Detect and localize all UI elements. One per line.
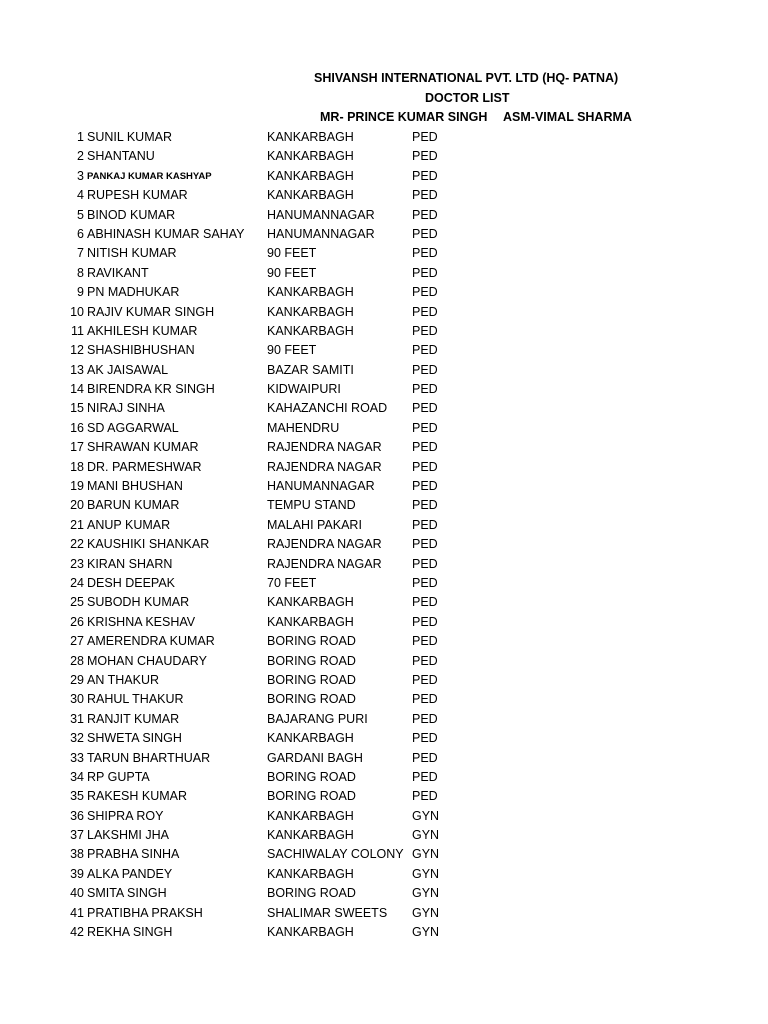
doctor-specialty: PED — [412, 401, 438, 416]
row-number: 18 — [70, 459, 84, 474]
row-number: 14 — [70, 382, 84, 397]
doctor-name: RAHUL THAKUR — [87, 692, 184, 707]
row-number: 35 — [70, 789, 84, 804]
doctor-name: DESH DEEPAK — [87, 575, 175, 590]
doctor-specialty: PED — [412, 711, 438, 726]
table-row — [0, 147, 768, 166]
doctor-specialty: PED — [412, 420, 438, 435]
doctor-name: BINOD KUMAR — [87, 207, 176, 222]
row-number: 31 — [70, 711, 84, 726]
doctor-name: MANI BHUSHAN — [87, 479, 183, 494]
doctor-area: KANKARBAGH — [267, 130, 354, 144]
doctor-specialty: PED — [412, 595, 438, 610]
table-row — [0, 787, 768, 806]
table-row — [0, 923, 768, 942]
doctor-area: SHALIMAR SWEETS — [267, 905, 388, 920]
doctor-area: KANKARBAGH — [267, 731, 354, 746]
doctor-specialty: PED — [412, 479, 438, 494]
table-row — [0, 613, 768, 632]
row-number: 6 — [77, 226, 84, 241]
doctor-name: AMERENDRA KUMAR — [87, 634, 215, 649]
doctor-area: KANKARBAGH — [267, 149, 354, 164]
doctor-specialty: PED — [412, 537, 438, 552]
doctor-specialty: PED — [412, 614, 438, 629]
doctor-specialty: GYN — [412, 828, 440, 843]
doctor-name: KIRAN SHARN — [87, 556, 173, 571]
row-number: 28 — [70, 653, 84, 668]
doctor-area: BORING ROAD — [267, 886, 356, 901]
doctor-specialty: PED — [412, 207, 438, 222]
doctor-name: PRATIBHA PRAKSH — [87, 905, 203, 920]
table-row — [0, 244, 768, 263]
doctor-specialty: PED — [412, 498, 438, 513]
row-number: 34 — [70, 769, 84, 784]
doctor-specialty: PED — [412, 731, 438, 746]
table-row — [0, 690, 768, 709]
table-row — [0, 807, 768, 826]
doctor-area: 90 FEET — [267, 246, 317, 261]
doctor-name: SD AGGARWAL — [87, 420, 179, 435]
doctor-specialty: PED — [412, 323, 438, 338]
doctor-area: KANKARBAGH — [267, 168, 354, 183]
row-number: 40 — [70, 886, 84, 901]
row-number: 4 — [77, 188, 84, 203]
row-number: 33 — [70, 750, 84, 765]
doctor-specialty: PED — [412, 692, 438, 707]
doctor-area: KANKARBAGH — [267, 188, 354, 203]
doctor-specialty: GYN — [412, 866, 440, 881]
doctor-name: BIRENDRA KR SINGH — [87, 382, 215, 397]
row-number: 13 — [70, 362, 84, 377]
doctor-name: SHANTANU — [87, 149, 155, 164]
table-row — [0, 710, 768, 729]
doctor-area: BORING ROAD — [267, 692, 356, 707]
doctor-name: SMITA SINGH — [87, 886, 167, 901]
table-row — [0, 652, 768, 671]
doctor-name: KAUSHIKI SHANKAR — [87, 537, 210, 552]
doctor-area: KANKARBAGH — [267, 323, 354, 338]
row-number: 9 — [77, 285, 84, 300]
asm-name: ASM-VIMAL SHARMA — [503, 110, 632, 124]
doctor-specialty: PED — [412, 149, 438, 164]
table-row — [0, 477, 768, 496]
row-number: 42 — [70, 925, 84, 940]
table-row — [0, 206, 768, 225]
doctor-area: 70 FEET — [267, 575, 317, 590]
doctor-name: PANKAJ KUMAR KASHYAP — [87, 170, 212, 182]
doctor-name: SHRAWAN KUMAR — [87, 440, 199, 455]
row-number: 17 — [70, 440, 84, 455]
doctor-name: ANUP KUMAR — [87, 517, 171, 532]
doctor-name: BARUN KUMAR — [87, 498, 180, 513]
doctor-name: PN MADHUKAR — [87, 285, 180, 300]
doctor-specialty: PED — [412, 246, 438, 261]
doctor-specialty: PED — [412, 188, 438, 203]
doctor-name: RAJIV KUMAR SINGH — [87, 304, 215, 319]
doctor-name: ABHINASH KUMAR SAHAY — [87, 226, 245, 241]
doctor-area: KIDWAIPURI — [267, 382, 341, 397]
doctor-name: RANJIT KUMAR — [87, 711, 180, 726]
doctor-area: 90 FEET — [267, 343, 317, 358]
table-row — [0, 283, 768, 302]
list-title: DOCTOR LIST — [425, 91, 510, 105]
doctor-specialty: GYN — [412, 847, 440, 862]
table-row — [0, 167, 768, 186]
doctor-area: KANKARBAGH — [267, 595, 354, 610]
doctor-specialty: PED — [412, 130, 438, 144]
doctor-area: GARDANI BAGH — [267, 750, 363, 765]
doctor-name: PRABHA SINHA — [87, 847, 180, 862]
row-number: 20 — [70, 498, 84, 513]
table-row — [0, 535, 768, 554]
doctor-specialty: PED — [412, 343, 438, 358]
doctor-specialty: PED — [412, 440, 438, 455]
table-row — [0, 749, 768, 768]
doctor-name: RAKESH KUMAR — [87, 789, 188, 804]
doctor-specialty: PED — [412, 459, 438, 474]
doctor-specialty: PED — [412, 226, 438, 241]
doctor-area: BORING ROAD — [267, 769, 356, 784]
table-row — [0, 845, 768, 864]
doctor-area: RAJENDRA NAGAR — [267, 459, 382, 474]
table-row — [0, 186, 768, 205]
table-row — [0, 496, 768, 515]
table-row — [0, 264, 768, 283]
table-row — [0, 671, 768, 690]
table-row — [0, 361, 768, 380]
doctor-name: ALKA PANDEY — [87, 866, 173, 881]
company-title: SHIVANSH INTERNATIONAL PVT. LTD (HQ- PATNA) — [314, 71, 619, 85]
doctor-area: HANUMANNAGAR — [267, 479, 375, 494]
table-row — [0, 322, 768, 341]
row-number: 19 — [70, 479, 84, 494]
doctor-area: KAHAZANCHI ROAD — [267, 401, 388, 416]
row-number: 36 — [70, 808, 84, 823]
doctor-name: AN THAKUR — [87, 672, 160, 687]
row-number: 29 — [70, 672, 84, 687]
doctor-specialty: PED — [412, 750, 438, 765]
row-number: 41 — [70, 905, 84, 920]
row-number: 32 — [70, 731, 84, 746]
doctor-area: BORING ROAD — [267, 634, 356, 649]
table-row — [0, 516, 768, 535]
doctor-name: DR. PARMESHWAR — [87, 459, 202, 474]
doctor-name: NITISH KUMAR — [87, 246, 177, 261]
doctor-name: AK JAISAWAL — [87, 362, 169, 377]
row-number: 37 — [70, 828, 84, 843]
doctor-area: 90 FEET — [267, 265, 317, 280]
table-row — [0, 574, 768, 593]
table-row — [0, 904, 768, 923]
doctor-table — [0, 128, 768, 942]
row-number: 16 — [70, 420, 84, 435]
doctor-specialty: GYN — [412, 925, 440, 940]
row-number: 27 — [70, 634, 84, 649]
doctor-area: BAZAR SAMITI — [267, 362, 354, 377]
row-number: 8 — [77, 265, 84, 280]
row-number: 30 — [70, 692, 84, 707]
table-row — [0, 419, 768, 438]
row-number: 11 — [71, 323, 84, 338]
doctor-area: KANKARBAGH — [267, 808, 354, 823]
doctor-name: KRISHNA KESHAV — [87, 614, 196, 629]
row-number: 2 — [77, 149, 84, 164]
doctor-area: MAHENDRU — [267, 420, 340, 435]
doctor-area: HANUMANNAGAR — [267, 207, 375, 222]
mr-name: MR- PRINCE KUMAR SINGH — [320, 110, 488, 124]
doctor-area: HANUMANNAGAR — [267, 226, 375, 241]
doctor-area: KANKARBAGH — [267, 614, 354, 629]
table-row — [0, 458, 768, 477]
doctor-area: KANKARBAGH — [267, 828, 354, 843]
doctor-specialty: PED — [412, 672, 438, 687]
table-row — [0, 826, 768, 845]
doctor-specialty: PED — [412, 653, 438, 668]
doctor-area: RAJENDRA NAGAR — [267, 537, 382, 552]
doctor-specialty: PED — [412, 789, 438, 804]
doctor-name: SUBODH KUMAR — [87, 595, 190, 610]
row-number: 5 — [77, 207, 84, 222]
table-row — [0, 884, 768, 903]
table-row — [0, 341, 768, 360]
doctor-area: KANKARBAGH — [267, 285, 354, 300]
doctor-specialty: PED — [412, 168, 438, 183]
row-number: 12 — [70, 343, 84, 358]
doctor-specialty: PED — [412, 517, 438, 532]
doctor-name: TARUN BHARTHUAR — [87, 750, 211, 765]
row-number: 10 — [70, 304, 84, 319]
row-number: 24 — [70, 575, 84, 590]
row-number: 7 — [77, 246, 84, 261]
doctor-specialty: PED — [412, 575, 438, 590]
table-row — [0, 593, 768, 612]
row-number: 23 — [70, 556, 84, 571]
table-row — [0, 380, 768, 399]
doctor-area: TEMPU STAND — [267, 498, 356, 513]
doctor-area: BORING ROAD — [267, 789, 356, 804]
row-number: 22 — [70, 537, 84, 552]
doctor-specialty: PED — [412, 634, 438, 649]
doctor-name: NIRAJ SINHA — [87, 401, 165, 416]
table-row — [0, 128, 768, 147]
row-number: 25 — [70, 595, 84, 610]
doctor-specialty: PED — [412, 304, 438, 319]
doctor-area: MALAHI PAKARI — [267, 517, 362, 532]
doctor-specialty: GYN — [412, 886, 440, 901]
doctor-name: LAKSHMI JHA — [87, 828, 169, 843]
doctor-name: REKHA SINGH — [87, 925, 173, 940]
doctor-area: RAJENDRA NAGAR — [267, 556, 382, 571]
table-row — [0, 768, 768, 787]
table-row — [0, 555, 768, 574]
doctor-area: BORING ROAD — [267, 653, 356, 668]
doctor-name: SHWETA SINGH — [87, 731, 182, 746]
doctor-name: RAVIKANT — [87, 265, 149, 280]
doctor-name: SUNIL KUMAR — [87, 130, 172, 144]
doctor-name: SHIPRA ROY — [87, 808, 164, 823]
doctor-name: MOHAN CHAUDARY — [87, 653, 207, 668]
doctor-name: RP GUPTA — [87, 769, 150, 784]
doctor-area: KANKARBAGH — [267, 304, 354, 319]
doctor-specialty: PED — [412, 362, 438, 377]
doctor-area: BORING ROAD — [267, 672, 356, 687]
table-row — [0, 865, 768, 884]
table-row — [0, 399, 768, 418]
doctor-name: RUPESH KUMAR — [87, 188, 188, 203]
row-number: 26 — [70, 614, 84, 629]
doctor-specialty: GYN — [412, 905, 440, 920]
table-row — [0, 438, 768, 457]
doctor-area: SACHIWALAY COLONY — [267, 847, 404, 862]
doctor-specialty: PED — [412, 769, 438, 784]
doctor-name: SHASHIBHUSHAN — [87, 343, 195, 358]
table-row — [0, 729, 768, 748]
doctor-area: BAJARANG PURI — [267, 711, 368, 726]
row-number: 15 — [70, 401, 84, 416]
table-row — [0, 303, 768, 322]
row-number: 1 — [77, 130, 84, 144]
row-number: 21 — [70, 517, 84, 532]
table-row — [0, 225, 768, 244]
doctor-area: KANKARBAGH — [267, 866, 354, 881]
doctor-specialty: PED — [412, 556, 438, 571]
doctor-specialty: PED — [412, 265, 438, 280]
doctor-area: RAJENDRA NAGAR — [267, 440, 382, 455]
table-row — [0, 632, 768, 651]
row-number: 39 — [70, 866, 84, 881]
doctor-specialty: GYN — [412, 808, 440, 823]
doctor-specialty: PED — [412, 382, 438, 397]
doctor-specialty: PED — [412, 285, 438, 300]
doctor-area: KANKARBAGH — [267, 925, 354, 940]
row-number: 38 — [70, 847, 84, 862]
row-number: 3 — [77, 168, 84, 183]
doctor-name: AKHILESH KUMAR — [87, 323, 198, 338]
